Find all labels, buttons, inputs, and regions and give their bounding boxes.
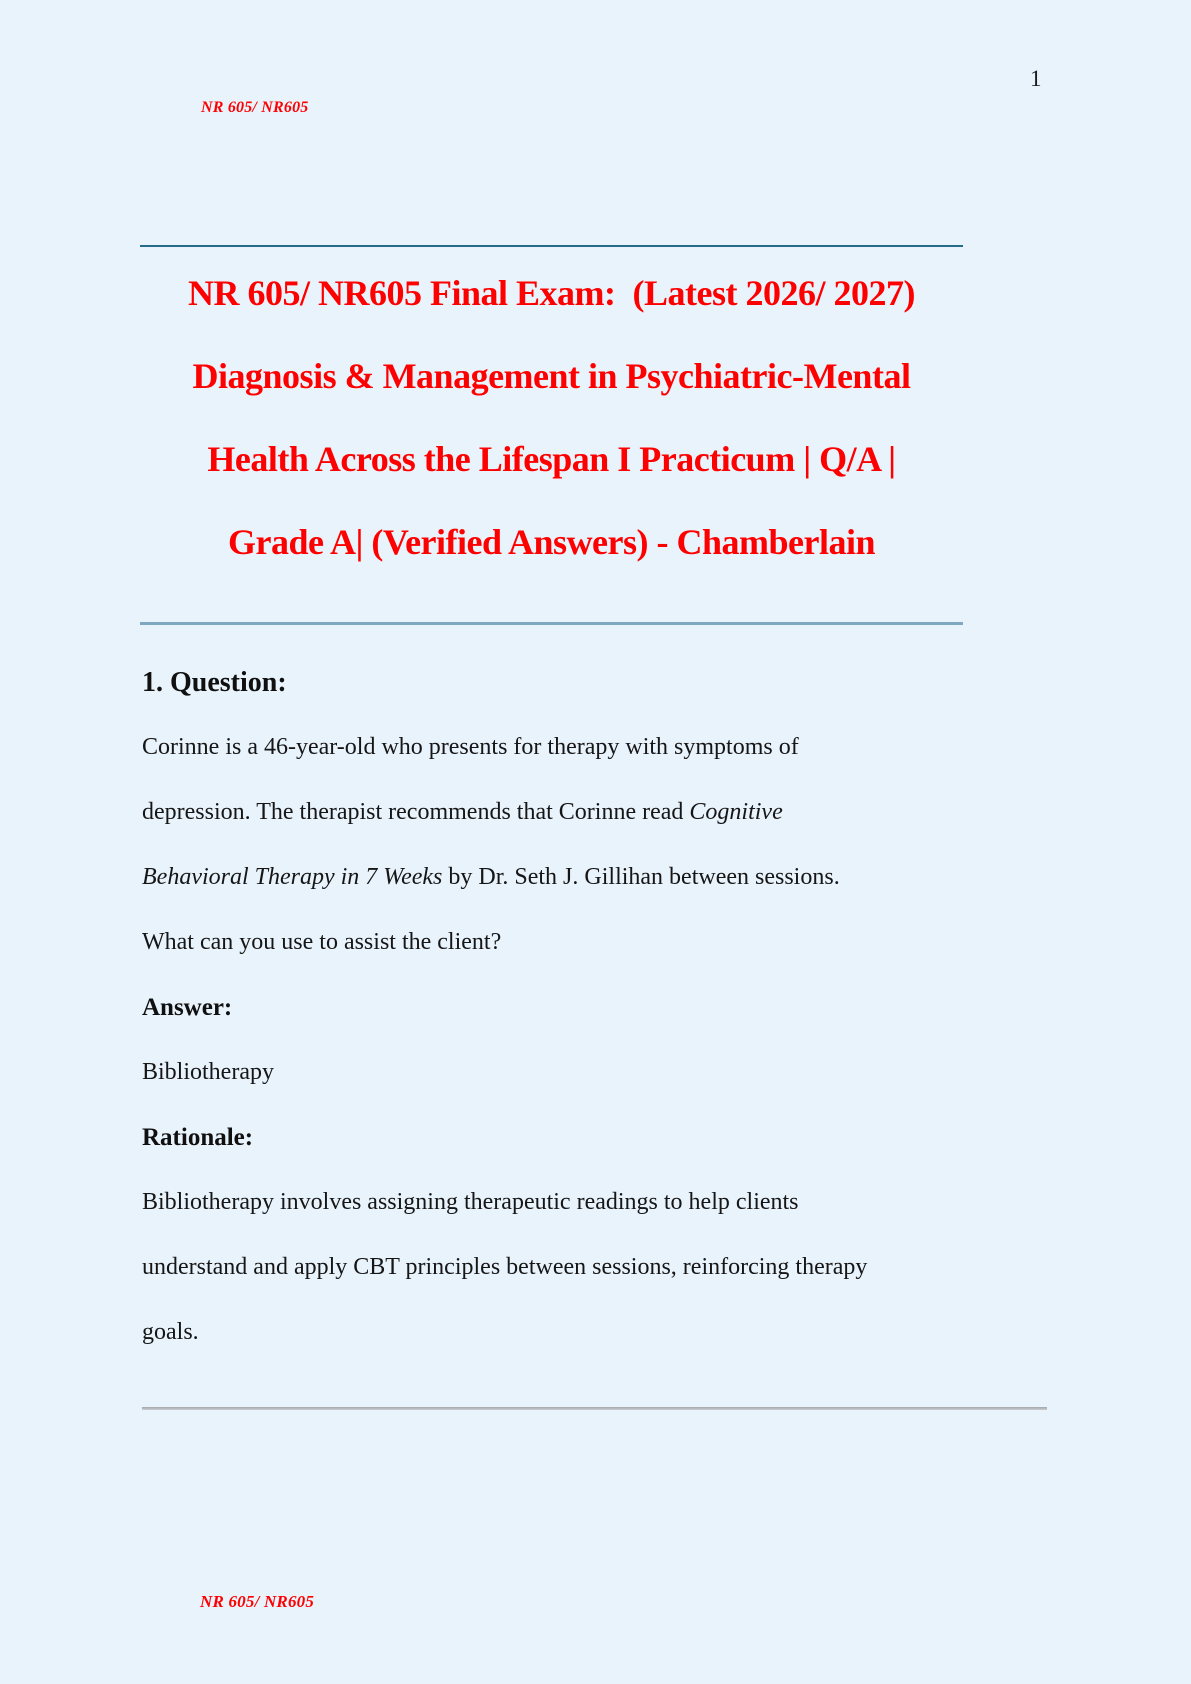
title-bottom-divider xyxy=(140,622,963,625)
question-number-label: 1. Question: xyxy=(142,667,287,698)
question-text: Corinne is a 46-year-old who presents for therapy with symptoms of depression. The therapist recommends that Corinne read Cognitive Behavioral Therapy in 7 Weeks by Dr. Seth J. Gillihan between sessions. What can you use to assist the client? xyxy=(142,734,840,955)
page-footer-course-code: NR 605/ NR605 xyxy=(200,1592,315,1611)
title-line-4: Grade A| (Verified Answers) - Chamberlain xyxy=(227,522,876,562)
rationale-text: Bibliotherapy involves assigning therapeutic readings to help clients understand and apply CBT principles between sessions, reinforcing therapy goals. xyxy=(142,1189,868,1345)
page-header-course-code: NR 605/ NR605 xyxy=(201,99,309,116)
rationale-label: Rationale: xyxy=(142,1124,254,1151)
question-block xyxy=(142,650,1004,1365)
title-top-divider xyxy=(140,245,963,247)
title-line-2: Diagnosis & Management in Psychiatric-Mental xyxy=(192,356,911,396)
page-number: 1 xyxy=(1030,66,1042,91)
title-line-1: NR 605/ NR605 Final Exam: (Latest 2026/ 2027) xyxy=(188,273,915,313)
title-line-3: Health Across the Lifespan I Practicum | Q/A | xyxy=(207,439,896,479)
answer-label: Answer: xyxy=(142,994,233,1021)
section-end-divider xyxy=(142,1407,1047,1410)
answer-text: Bibliotherapy xyxy=(142,1059,274,1085)
document-title xyxy=(140,252,963,584)
